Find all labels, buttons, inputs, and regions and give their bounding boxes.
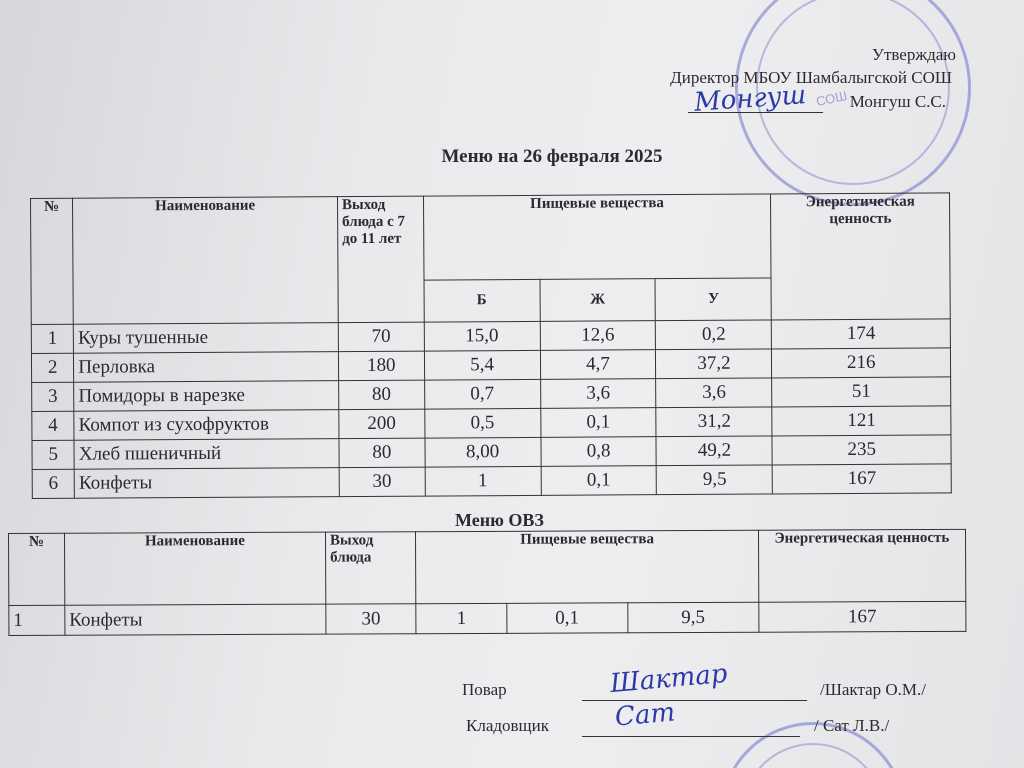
cook-label: Повар — [462, 680, 507, 699]
storekeeper-name: / Сат Л.В./ — [814, 716, 890, 735]
row-protein: 5,4 — [424, 350, 540, 380]
header-energy: Энергетическая ценность — [771, 193, 950, 320]
header-yield: Выход блюда — [325, 532, 416, 604]
row-energy: 174 — [772, 319, 951, 349]
ovz-menu-table — [8, 529, 966, 636]
row-name: Хлеб пшеничный — [74, 439, 339, 470]
row-fat: 3,6 — [540, 379, 656, 409]
storekeeper-signature: Сат — [613, 697, 677, 733]
header-carbs: У — [655, 278, 771, 321]
storekeeper-label: Кладовщик — [466, 716, 549, 735]
school-stamp-seal: СОШ — [735, 0, 971, 206]
row-energy: 51 — [772, 377, 951, 407]
row-energy: 167 — [759, 601, 966, 632]
row-carbs: 3,6 — [656, 378, 772, 408]
row-num: 1 — [31, 324, 73, 353]
table-row — [9, 601, 966, 635]
row-num: 6 — [32, 469, 74, 498]
row-fat: 0,8 — [540, 437, 656, 467]
approval-director-title: Директор МБОУ Шамбалыгской СОШ — [670, 68, 952, 87]
row-fat: 4,7 — [540, 350, 656, 380]
header-fat: Ж — [540, 279, 656, 322]
row-yield: 70 — [338, 322, 424, 352]
row-protein: 1 — [416, 603, 507, 633]
row-protein: 15,0 — [424, 321, 540, 351]
row-fat: 0,1 — [541, 466, 657, 496]
row-protein: 0,7 — [424, 379, 540, 409]
row-protein: 1 — [425, 466, 541, 496]
row-energy: 121 — [772, 406, 951, 436]
row-carbs: 0,2 — [656, 320, 772, 350]
page-title: Меню на 26 февраля 2025 — [441, 146, 663, 167]
row-protein: 8,00 — [425, 437, 541, 467]
table-row — [32, 464, 951, 499]
row-yield: 80 — [339, 380, 425, 410]
row-num: 1 — [9, 605, 65, 635]
row-name: Помидоры в нарезке — [74, 381, 339, 412]
row-yield: 30 — [326, 604, 417, 634]
cook-signature-line — [582, 700, 807, 701]
row-yield: 200 — [339, 409, 425, 439]
row-carbs: 37,2 — [656, 349, 772, 379]
header-yield: Выход блюда с 7 до 11 лет — [337, 196, 423, 323]
row-protein: 0,5 — [424, 408, 540, 438]
header-name: Наименование — [64, 532, 325, 605]
approval-director-name: Монгуш С.С. — [849, 92, 946, 111]
row-yield: 180 — [338, 351, 424, 381]
row-energy: 235 — [772, 435, 951, 465]
row-yield: 30 — [339, 467, 425, 497]
header-protein: Б — [424, 279, 540, 322]
row-fat: 0,1 — [507, 603, 628, 634]
row-num: 4 — [32, 411, 74, 440]
cook-name: /Шактар О.М./ — [820, 680, 927, 699]
header-num: № — [9, 533, 65, 605]
row-energy: 167 — [773, 464, 952, 494]
row-fat: 12,6 — [540, 321, 656, 351]
header-energy: Энергетическая ценность — [758, 529, 966, 602]
storekeeper-signature-line — [582, 736, 800, 737]
row-name: Куры тушенные — [74, 323, 339, 354]
row-num: 2 — [31, 353, 73, 382]
row-fat: 0,1 — [540, 408, 656, 438]
row-energy: 216 — [772, 348, 951, 378]
row-carbs: 9,5 — [657, 465, 773, 495]
row-yield: 80 — [339, 438, 425, 468]
row-name: Компот из сухофруктов — [74, 410, 339, 441]
director-signature: Монгуш — [693, 80, 808, 118]
row-num: 5 — [32, 440, 74, 469]
menu-table — [30, 192, 952, 499]
header-nutrients: Пищевые вещества — [416, 530, 759, 603]
section-subtitle: Меню ОВЗ — [455, 510, 544, 530]
row-name: Конфеты — [65, 604, 326, 635]
row-carbs: 49,2 — [656, 436, 772, 466]
cook-signature: Шактар — [608, 658, 729, 700]
header-num: № — [31, 198, 74, 324]
header-name: Наименование — [73, 197, 338, 325]
header-nutrients: Пищевые вещества — [423, 194, 771, 280]
approval-heading: Утверждаю — [871, 45, 956, 64]
row-num: 3 — [32, 382, 74, 411]
row-name: Перловка — [74, 352, 339, 383]
row-name: Конфеты — [74, 468, 339, 499]
row-carbs: 9,5 — [627, 602, 758, 633]
row-carbs: 31,2 — [656, 407, 772, 437]
